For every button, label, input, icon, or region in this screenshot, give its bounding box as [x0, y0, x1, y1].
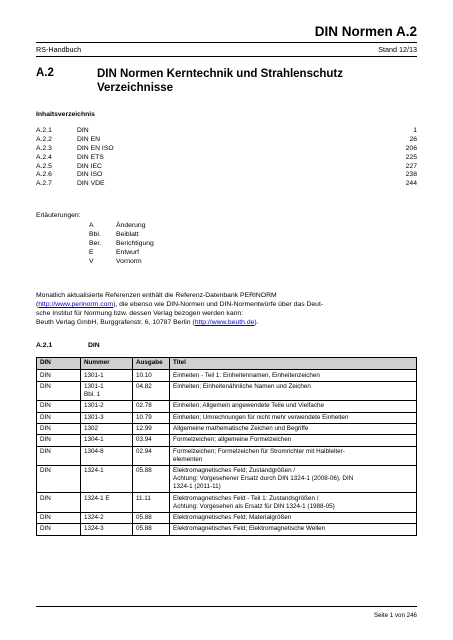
norm-type-cell: DIN — [37, 401, 81, 412]
toc-entry-label: DIN EN ISO — [77, 144, 114, 152]
toc-entry[interactable] — [36, 136, 417, 145]
toc-entry[interactable] — [36, 127, 417, 136]
toc-entry-number: A.2.5 — [36, 162, 52, 170]
toc-entry[interactable] — [36, 163, 417, 172]
header-rule-bottom — [36, 56, 417, 57]
table-row — [37, 446, 417, 465]
toc-entry[interactable] — [36, 154, 417, 163]
norm-number-cell: 1302 — [81, 423, 133, 434]
norm-title-cell: Formelzeichen; allgemeine Formelzeichen — [170, 435, 417, 446]
norm-number-cell: 1301-1 — [81, 370, 133, 381]
toc-entry[interactable] — [36, 171, 417, 180]
norm-type-cell: DIN — [37, 493, 81, 512]
standards-table — [36, 357, 417, 536]
norm-edition-cell: 02.78 — [133, 401, 170, 412]
norm-type-cell: DIN — [37, 412, 81, 423]
table-row — [37, 401, 417, 412]
norm-edition-cell: 12.99 — [133, 423, 170, 434]
legend-description: Änderung — [116, 222, 146, 229]
norm-edition-cell: 05.88 — [133, 466, 170, 493]
toc-entry[interactable] — [36, 180, 417, 189]
section-number: A.2 — [36, 67, 54, 79]
column-header: Ausgabe — [133, 358, 170, 370]
norm-type-cell: DIN — [37, 423, 81, 434]
norm-title-cell: Einheiten; Allgemein angewendete Teile und Vielfache — [170, 401, 417, 412]
norm-edition-cell: 05.88 — [133, 512, 170, 523]
norm-edition-cell: 04.82 — [133, 381, 170, 400]
norm-edition-cell: 03.94 — [133, 435, 170, 446]
norm-number-cell: 1324-1 E — [81, 493, 133, 512]
header-title: DIN Normen A.2 — [314, 24, 417, 39]
norm-edition-cell: 10.79 — [133, 412, 170, 423]
legend-abbreviation: Bbl. — [89, 230, 101, 238]
header-rule-top — [36, 42, 417, 43]
reference-text: ). — [254, 319, 259, 327]
norm-edition-cell: 10.10 — [133, 370, 170, 381]
table-row — [37, 370, 417, 381]
toc-entry-label: DIN IEC — [77, 162, 102, 170]
legend-entry — [89, 249, 209, 258]
table-row — [37, 466, 417, 493]
legend-abbreviation: E — [89, 248, 94, 256]
table-header-row — [37, 358, 417, 370]
norm-edition-cell: 11.11 — [133, 493, 170, 512]
table-row — [37, 423, 417, 434]
toc-entry[interactable] — [36, 145, 417, 154]
toc-entry-label: DIN VDE — [77, 180, 105, 188]
toc-entry-number: A.2.4 — [36, 153, 52, 161]
norm-edition-cell: 02.94 — [133, 446, 170, 465]
legend-entry — [89, 231, 209, 240]
norm-type-cell: DIN — [37, 370, 81, 381]
toc-entry-page: 225 — [405, 153, 417, 161]
column-header: DIN — [37, 358, 81, 370]
norm-title-cell: Elektromagnetisches Feld; Elektromagnetische Wellen — [170, 524, 417, 535]
norm-number-cell: 1324-3 — [81, 524, 133, 535]
section-title: DIN Normen Kerntechnik und Strahlenschutz Verzeichnisse — [97, 68, 344, 94]
norm-type-cell: DIN — [37, 381, 81, 400]
reference-paragraph: Monatlich aktualisierte Referenzen enthält die Referenz-Datenbank PERINORM (http://www.perinorm.com), die ebenso wie DIN-Normen und DIN-Normentwürfe über das Deut- sche Institut für Normung bzw. dessen Verlag bezogen werden kann: Beuth Verlag GmbH, Burggrafenstr. 6, 10787 Berlin (http://www.beuth.de). — [36, 292, 324, 327]
norm-type-cell: DIN — [37, 512, 81, 523]
perinorm-link[interactable]: http://www.perinorm.com — [38, 301, 114, 309]
legend-abbreviation: A — [89, 222, 94, 229]
toc-entry-page: 206 — [405, 144, 417, 152]
table-row — [37, 381, 417, 400]
table-row — [37, 524, 417, 535]
toc-entry-page: 244 — [405, 180, 417, 188]
column-header: Nummer — [81, 358, 133, 370]
norm-number-cell: 1304-1 — [81, 435, 133, 446]
header-handbook-label: RS-Handbuch — [36, 45, 82, 54]
toc-entry-page: 26 — [409, 135, 417, 143]
norm-title-cell: Elektromagnetisches Feld; Materialgrößen — [170, 512, 417, 523]
norm-number-cell: 1301-3 — [81, 412, 133, 423]
norm-type-cell: DIN — [37, 466, 81, 493]
norm-title-cell: Einheiten - Teil 1: Einheitennamen, Einheitenzeichen — [170, 370, 417, 381]
toc-entry-number: A.2.2 — [36, 135, 52, 143]
footer-rule — [36, 606, 417, 607]
toc-entry-page: 227 — [405, 162, 417, 170]
table-row — [37, 493, 417, 512]
legend-description: Berichtigung — [116, 239, 154, 247]
toc-entry-number: A.2.3 — [36, 144, 52, 152]
norm-title-cell: Einheiten; Einheitenähnliche Namen und Zeichen — [170, 381, 417, 400]
toc-entry-number: A.2.7 — [36, 180, 52, 188]
table-row — [37, 412, 417, 423]
table-body — [37, 370, 417, 535]
reference-text: Monatlich aktualisierte Referenzen enthält die Referenz-Datenbank PERINORM — [36, 292, 277, 299]
toc-entry-number: A.2.1 — [36, 127, 52, 134]
norm-number-cell: 1324-1 — [81, 466, 133, 493]
toc-entry-label: DIN ISO — [77, 171, 103, 179]
header-status-label: Stand 12/13 — [378, 45, 417, 54]
legend-entry — [89, 258, 209, 267]
legend-abbreviation: Ber. — [89, 239, 102, 247]
toc-entry-label: DIN EN — [77, 135, 101, 143]
reference-text: sche Institut für Normung bzw. dessen Verlag bezogen werden kann: — [36, 310, 244, 318]
subsection-number: A.2.1 — [36, 342, 53, 349]
subsection-title: DIN — [88, 342, 100, 349]
toc-entry-page: 1 — [413, 127, 417, 134]
norm-edition-cell: 05.88 — [133, 524, 170, 535]
beuth-link[interactable]: http://www.beuth.de — [194, 319, 255, 327]
norm-title-cell: Formelzeichen; Formelzeichen für Stromrichter mit Halbleiter- elementen — [170, 446, 417, 465]
legend-description: Entwurf — [116, 248, 140, 256]
toc-entry-label: DIN — [77, 127, 89, 134]
norm-title-cell: Allgemeine mathematische Zeichen und Begriffe — [170, 423, 417, 434]
legend-description: Beiblatt — [116, 230, 139, 238]
norm-number-cell: 1301-2 — [81, 401, 133, 412]
norm-number-cell: 1324-2 — [81, 512, 133, 523]
reference-text: ), die ebenso wie DIN-Normen und DIN-Normentwürfe über das Deut- — [113, 301, 324, 309]
legend-description: Vornorm — [116, 257, 142, 265]
norm-title-cell: Einheiten; Umrechnungen für nicht mehr verwendete Einheiten — [170, 412, 417, 423]
legend-entry — [89, 240, 209, 249]
abbreviation-legend — [89, 222, 209, 266]
toc-entry-page: 238 — [405, 171, 417, 179]
table-of-contents — [36, 127, 417, 189]
norm-number-cell: 1301-1 Bbl. 1 — [81, 381, 133, 400]
norm-type-cell: DIN — [37, 435, 81, 446]
explanations-heading: Erläuterungen: — [36, 212, 81, 219]
page-number: Seite 1 von 246 — [373, 612, 417, 619]
reference-text: Beuth Verlag GmbH, Burggrafenstr. 6, 10787 Berlin ( — [36, 319, 195, 327]
toc-heading: Inhaltsverzeichnis — [36, 111, 95, 118]
legend-entry — [89, 222, 209, 231]
norm-number-cell: 1304-8 — [81, 446, 133, 465]
norm-title-cell: Elektromagnetisches Feld; Zustandgrößen / Achtung: Vorgesehener Ersatz durch DIN 1324-1 (2008-06), DIN 1324-1 (2011-11) — [170, 466, 417, 493]
toc-entry-label: DIN ETS — [77, 153, 104, 161]
norm-title-cell: Elektromagnetisches Feld - Teil 1: Zustandsgrößen / Achtung: Vorgesehen als Ersatz für DIN 1324-1 (1988-05) — [170, 493, 417, 512]
table-row — [37, 435, 417, 446]
legend-abbreviation: V — [89, 257, 94, 265]
norm-type-cell: DIN — [37, 524, 81, 535]
table-row — [37, 512, 417, 523]
norm-type-cell: DIN — [37, 446, 81, 465]
toc-entry-number: A.2.6 — [36, 171, 52, 179]
column-header: Titel — [170, 358, 417, 370]
